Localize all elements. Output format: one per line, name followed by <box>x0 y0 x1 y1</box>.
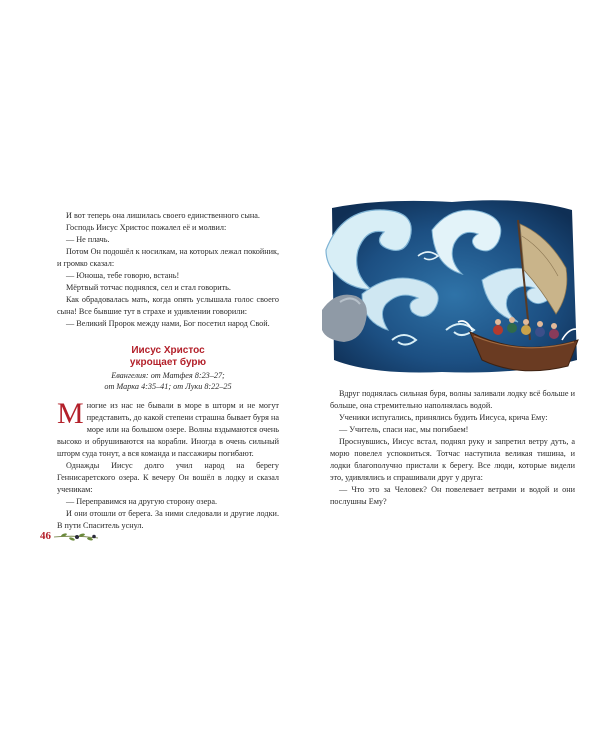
gospel-ref-line: Евангелия: от Матфея 8:23–27; <box>111 371 225 380</box>
section-title-line: Иисус Христос <box>131 345 205 356</box>
olive-branch-ornament <box>52 532 100 542</box>
section-title <box>57 345 279 369</box>
story-text <box>57 397 279 532</box>
paragraph: — Учитель, спаси нас, мы погибаем! <box>339 425 469 434</box>
paragraph: Однажды Иисус долго учил народ на берегу Геннисаретского озера. К вечеру Он вошёл в лодку и сказал ученикам: <box>57 461 279 494</box>
paragraph: Потом Он подошёл к носилкам, на которых лежал покойник, и громко сказал: <box>57 247 279 268</box>
paragraph: Как обрадовалась мать, когда опять услышала голос своего сына! Все бывшие тут в страхе и удивлении говорили: <box>57 295 279 316</box>
paragraph: Вдруг поднялась сильная буря, волны заливали лодку всё больше и больше, она стремительно наполнялась водой. <box>330 389 575 410</box>
paragraph: — Что это за Человек? Он повелевает ветрами и водой и они послушны Ему? <box>330 485 575 506</box>
paragraph: — Юноша, тебе говорю, встань! <box>66 271 180 280</box>
storm-boat-illustration <box>322 190 582 380</box>
paragraph: — Великий Пророк между нами, Бог посетил народ Свой. <box>66 319 270 328</box>
drop-cap: М <box>57 397 84 430</box>
left-page-text <box>57 210 279 330</box>
paragraph: И вот теперь она лишилась своего единственного сына. <box>66 211 260 220</box>
gospel-ref-line: от Марка 4:35–41; от Луки 8:22–25 <box>104 382 232 391</box>
page-number: 46 <box>40 530 51 542</box>
paragraph: И они отошли от берега. За ними следовали и другие лодки. В пути Спаситель уснул. <box>57 509 279 530</box>
paragraph: — Не плачь. <box>66 235 110 244</box>
first-paragraph-text: ногие из нас не бывали в море в шторм и не могут представить, до какой степени страшна бывает буря на море или на большом озере. Волны вздымаются очень высоко и обрушиваются на корабли. Иногда в очень сильный шторм суда тонут, а вся команда и пассажиры погибают. <box>57 401 279 458</box>
paragraph: Господь Иисус Христос пожалел её и молвил: <box>66 223 227 232</box>
right-page <box>300 0 600 750</box>
paragraph: Мёртвый тотчас поднялся, сел и стал говорить. <box>66 283 231 292</box>
paragraph: Проснувшись, Иисус встал, поднял руку и запретил ветру дуть, а морю повелел успокоиться. Тотчас наступила великая тишина, и лодки благополучно пристали к берегу. Все люди, которые видели это, удивлялись и спрашивали друг у друга: <box>330 437 575 482</box>
paragraph: — Переправимся на другую сторону озера. <box>66 497 218 506</box>
gospel-references <box>57 370 279 392</box>
paragraph: Ученики испугались, принялись будить Иисуса, крича Ему: <box>339 413 548 422</box>
story-first-paragraph <box>57 397 279 460</box>
right-page-text <box>330 388 575 508</box>
section-title-line: укрощает бурю <box>129 357 207 368</box>
